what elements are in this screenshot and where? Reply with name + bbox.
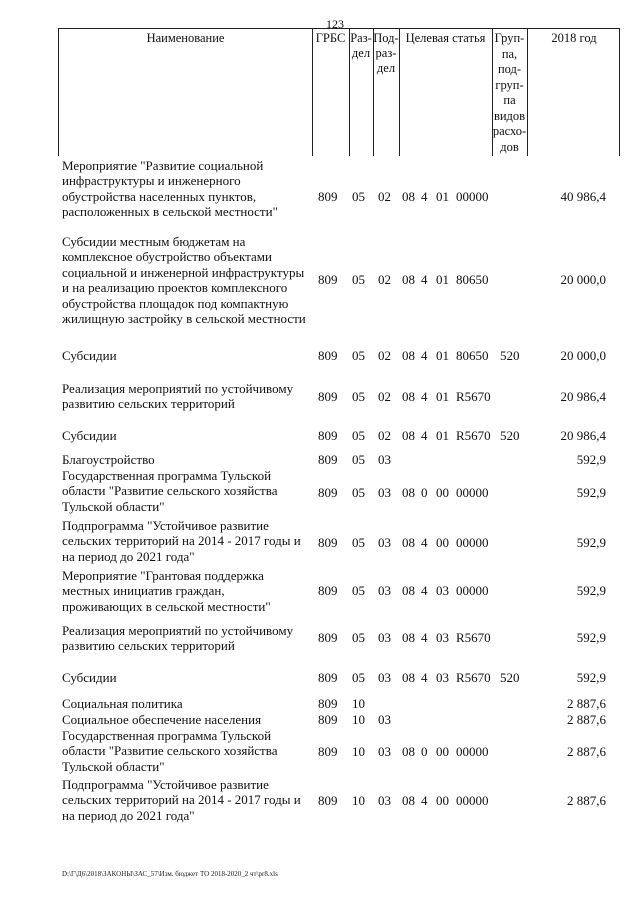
row-amount: 20 000,0 bbox=[560, 348, 606, 363]
row-pr: 03 bbox=[378, 793, 391, 808]
row-rz: 05 bbox=[352, 630, 365, 645]
row-amount: 592,9 bbox=[576, 535, 606, 550]
row-name: Субсидии bbox=[62, 348, 117, 363]
row-name: Социальное обеспечение населения bbox=[62, 712, 262, 727]
row-rz: 05 bbox=[352, 348, 365, 363]
row-cs2: 4 bbox=[421, 428, 428, 443]
row-grbs: 809 bbox=[318, 389, 338, 404]
row-amount: 20 000,0 bbox=[560, 272, 606, 287]
row-grbs: 809 bbox=[318, 485, 338, 500]
row-amount: 2 887,6 bbox=[567, 712, 606, 727]
row-name: Благоустройство bbox=[62, 452, 155, 467]
header-razdel: Раз- дел bbox=[350, 31, 372, 60]
row-cs1: 08 bbox=[402, 793, 415, 808]
row-rz: 10 bbox=[352, 744, 365, 759]
row-amount: 20 986,4 bbox=[560, 428, 606, 443]
row-cs1: 08 bbox=[402, 428, 415, 443]
row-name: Субсидии местным бюджетам на комплексное обустройство объектами социальной и инженерной инфраструктуры и на реализацию проектов комплексного обустройства площадок под компактную жилищную застройку в сельской местности bbox=[62, 234, 306, 327]
row-name: Реализация мероприятий по устойчивому развитию сельских территорий bbox=[62, 623, 294, 654]
row-grbs: 809 bbox=[318, 670, 338, 685]
row-cs2: 4 bbox=[421, 793, 428, 808]
row-cs3: 01 bbox=[436, 389, 449, 404]
row-rz: 05 bbox=[352, 583, 365, 598]
row-grbs: 809 bbox=[318, 189, 338, 204]
row-rz: 05 bbox=[352, 272, 365, 287]
row-grbs: 809 bbox=[318, 583, 338, 598]
row-grbs: 809 bbox=[318, 793, 338, 808]
row-name: Государственная программа Тульской области "Развитие сельского хозяйства Тульской области" bbox=[62, 468, 278, 514]
header-grbs: ГРБС bbox=[315, 31, 346, 45]
header-year: 2018 год bbox=[551, 31, 597, 45]
row-cs2: 4 bbox=[421, 670, 428, 685]
row-name: Мероприятие "Грантовая поддержка местных инициатив граждан, проживающих в сельской местности" bbox=[62, 568, 271, 614]
row-cs1: 08 bbox=[402, 670, 415, 685]
row-rz: 05 bbox=[352, 670, 365, 685]
row-cs3: 01 bbox=[436, 428, 449, 443]
row-cs3: 01 bbox=[436, 348, 449, 363]
header-target-article: Целевая статья bbox=[405, 31, 486, 45]
row-cs4: 80650 bbox=[456, 348, 489, 363]
row-pr: 03 bbox=[378, 583, 391, 598]
row-cs2: 4 bbox=[421, 272, 428, 287]
row-cs4: 00000 bbox=[456, 744, 489, 759]
row-name: Субсидии bbox=[62, 670, 117, 685]
row-pr: 03 bbox=[378, 452, 391, 467]
row-amount: 2 887,6 bbox=[567, 793, 606, 808]
row-pr: 03 bbox=[378, 535, 391, 550]
row-name: Реализация мероприятий по устойчивому развитию сельских территорий bbox=[62, 381, 294, 412]
row-rz: 10 bbox=[352, 712, 365, 727]
row-cs4: R5670 bbox=[456, 428, 491, 443]
row-cs1: 08 bbox=[402, 630, 415, 645]
row-cs4: 00000 bbox=[456, 485, 489, 500]
file-path-footer: D:\Г\Д6\2018\ЗАКОНЫ\ЗАС_57\Изм. бюджет ТО 2018-2020_2 чт\pr8.xls bbox=[62, 870, 278, 878]
row-vr: 520 bbox=[500, 428, 520, 443]
row-cs4: R5670 bbox=[456, 630, 491, 645]
row-cs4: 00000 bbox=[456, 793, 489, 808]
row-cs4: 00000 bbox=[456, 535, 489, 550]
row-name: Государственная программа Тульской области "Развитие сельского хозяйства Тульской области" bbox=[62, 728, 278, 774]
page-number: 123 bbox=[326, 17, 344, 31]
row-rz: 05 bbox=[352, 452, 365, 467]
row-rz: 10 bbox=[352, 793, 365, 808]
row-pr: 03 bbox=[378, 670, 391, 685]
row-cs1: 08 bbox=[402, 189, 415, 204]
row-cs2: 4 bbox=[421, 189, 428, 204]
row-cs2: 4 bbox=[421, 535, 428, 550]
row-grbs: 809 bbox=[318, 272, 338, 287]
row-cs1: 08 bbox=[402, 485, 415, 500]
row-rz: 05 bbox=[352, 535, 365, 550]
row-rz: 05 bbox=[352, 389, 365, 404]
header-podrazdel: Под- раз- дел bbox=[373, 31, 399, 75]
row-name: Подпрограмма "Устойчивое развитие сельских территорий на 2014 - 2017 годы и на период до 2021 года" bbox=[62, 518, 301, 564]
table-header bbox=[58, 28, 620, 156]
row-pr: 02 bbox=[378, 189, 391, 204]
row-pr: 02 bbox=[378, 428, 391, 443]
row-amount: 592,9 bbox=[576, 485, 606, 500]
row-amount: 592,9 bbox=[576, 452, 606, 467]
row-cs3: 03 bbox=[436, 670, 449, 685]
row-cs4: R5670 bbox=[456, 670, 491, 685]
row-cs4: 00000 bbox=[456, 583, 489, 598]
header-name: Наименование bbox=[146, 31, 225, 45]
row-cs2: 4 bbox=[421, 630, 428, 645]
row-grbs: 809 bbox=[318, 744, 338, 759]
row-cs1: 08 bbox=[402, 744, 415, 759]
row-cs3: 00 bbox=[436, 485, 449, 500]
row-cs4: R5670 bbox=[456, 389, 491, 404]
row-cs1: 08 bbox=[402, 583, 415, 598]
row-cs1: 08 bbox=[402, 348, 415, 363]
row-name: Подпрограмма "Устойчивое развитие сельских территорий на 2014 - 2017 годы и на период до 2021 года" bbox=[62, 777, 301, 823]
row-rz: 05 bbox=[352, 485, 365, 500]
row-cs2: 4 bbox=[421, 348, 428, 363]
row-amount: 40 986,4 bbox=[560, 189, 606, 204]
row-cs1: 08 bbox=[402, 389, 415, 404]
row-pr: 02 bbox=[378, 272, 391, 287]
row-amount: 2 887,6 bbox=[567, 696, 606, 711]
row-cs2: 4 bbox=[421, 583, 428, 598]
row-grbs: 809 bbox=[318, 696, 338, 711]
row-cs2: 4 bbox=[421, 389, 428, 404]
row-amount: 592,9 bbox=[576, 583, 606, 598]
row-cs4: 00000 bbox=[456, 189, 489, 204]
row-cs3: 01 bbox=[436, 189, 449, 204]
row-amount: 592,9 bbox=[576, 670, 606, 685]
row-amount: 592,9 bbox=[576, 630, 606, 645]
row-grbs: 809 bbox=[318, 428, 338, 443]
row-grbs: 809 bbox=[318, 712, 338, 727]
row-grbs: 809 bbox=[318, 452, 338, 467]
row-amount: 2 887,6 bbox=[567, 744, 606, 759]
row-pr: 02 bbox=[378, 389, 391, 404]
row-grbs: 809 bbox=[318, 348, 338, 363]
row-vr: 520 bbox=[500, 348, 520, 363]
row-name: Субсидии bbox=[62, 428, 117, 443]
row-cs1: 08 bbox=[402, 535, 415, 550]
row-cs2: 0 bbox=[421, 744, 428, 759]
row-cs3: 01 bbox=[436, 272, 449, 287]
row-pr: 03 bbox=[378, 744, 391, 759]
row-grbs: 809 bbox=[318, 630, 338, 645]
row-pr: 03 bbox=[378, 630, 391, 645]
row-pr: 02 bbox=[378, 348, 391, 363]
row-cs3: 00 bbox=[436, 744, 449, 759]
row-vr: 520 bbox=[500, 670, 520, 685]
row-cs3: 00 bbox=[436, 535, 449, 550]
header-expense-group: Груп- па, под- груп- па видов расхо- дов bbox=[492, 31, 527, 154]
row-pr: 03 bbox=[378, 712, 391, 727]
row-rz: 10 bbox=[352, 696, 365, 711]
row-cs2: 0 bbox=[421, 485, 428, 500]
row-name: Социальная политика bbox=[62, 696, 183, 711]
row-cs3: 00 bbox=[436, 793, 449, 808]
row-amount: 20 986,4 bbox=[560, 389, 606, 404]
row-rz: 05 bbox=[352, 189, 365, 204]
row-name: Мероприятие "Развитие социальной инфраструктуры и инженерного обустройства населенных пунктов, расположенных в сельской местности" bbox=[62, 158, 278, 220]
row-pr: 03 bbox=[378, 485, 391, 500]
row-rz: 05 bbox=[352, 428, 365, 443]
row-cs1: 08 bbox=[402, 272, 415, 287]
row-cs4: 80650 bbox=[456, 272, 489, 287]
row-cs3: 03 bbox=[436, 583, 449, 598]
row-grbs: 809 bbox=[318, 535, 338, 550]
row-cs3: 03 bbox=[436, 630, 449, 645]
